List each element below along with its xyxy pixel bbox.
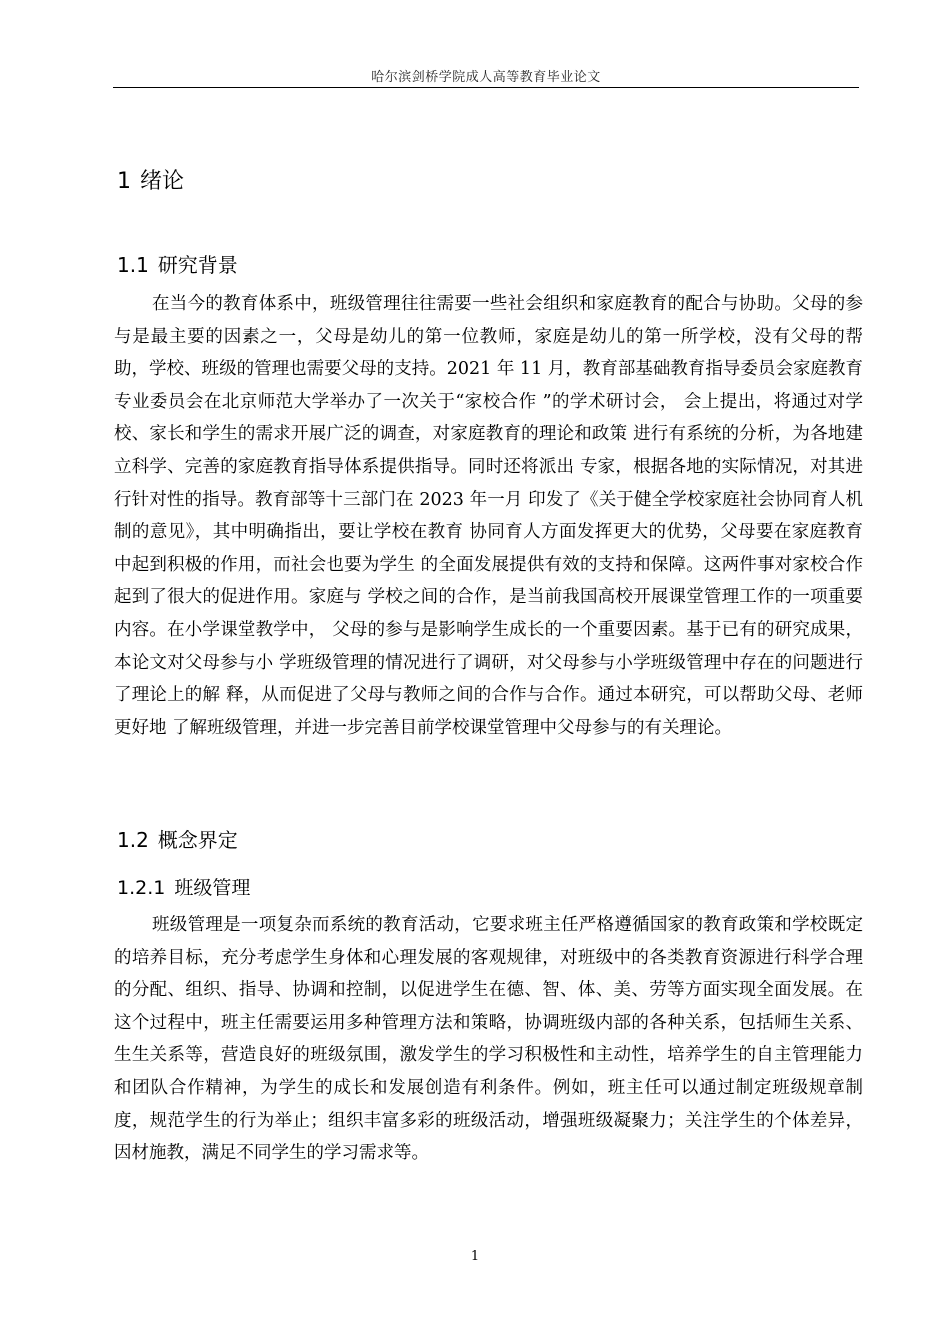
section-title: 概念界定 [157, 828, 238, 852]
paragraph-research-background: 在当今的教育体系中，班级管理往往需要一些社会组织和家庭教育的配合与协助。父母的参与是最主要的因素之一，父母是幼儿的第一位教师，家庭是幼儿的第一所学校，没有父母的帮助，学校、班级的管理也需要父母的支持。2021 年 11 月，教育部基础教育指导委员会家庭教育专业委员会在北京师范大学举办了一次关于“家校合作 ”的学术研讨会， 会上提出，将通过对学校、家长和学生的需求开展广泛的调查，对家庭教育的理论和政策 进行有系统的分析，为各地建立科学、完善的家庭教育指导体系提供指导。同时还将派出 专家，根据各地的实际情况，对其进行针对性的指导。教育部等十三部门在 2023 年一月 印发了《关于健全学校家庭社会协同育人机制的意见》，其中明确指出，要让学校在教育 协同育人方面发挥更大的优势，父母要在家庭教育中起到积极的作用，而社会也要为学生 的全面发展提供有效的支持和保障。这两件事对家校合作起到了很大的促进作用。家庭与 学校之间的合作，是当前我国高校开展课堂管理工作的一项重要内容。在小学课堂教学中， 父母的参与是影响学生成长的一个重要因素。基于已有的研究成果，本论文对父母参与小 学班级管理的情况进行了调研，对父母参与小学班级管理中存在的问题进行了理论上的解 释，从而促进了父母与教师之间的合作与合作。通过本研究，可以帮助父母、老师更好地 了解班级管理，并进一步完善目前学校课堂管理中父母参与的有关理论。 [114, 294, 863, 738]
section-title: 研究背景 [157, 253, 238, 277]
chapter-title: 绪论 [140, 169, 185, 194]
header-rule [113, 87, 859, 88]
section-number: 1.2 [117, 828, 149, 852]
chapter-heading [117, 164, 184, 195]
page-number: 1 [470, 1249, 480, 1264]
section-heading-1-2 [117, 824, 238, 853]
section-number: 1.1 [117, 253, 149, 277]
chapter-number: 1 [117, 169, 131, 194]
subsection-number: 1.2.1 [117, 877, 166, 899]
subsection-title: 班级管理 [174, 877, 251, 899]
section-heading-1-1 [117, 249, 238, 278]
paragraph-class-management: 班级管理是一项复杂而系统的教育活动，它要求班主任严格遵循国家的教育政策和学校既定的培养目标，充分考虑学生身体和心理发展的客观规律，对班级中的各类教育资源进行科学合理的分配、组织、指导、协调和控制，以促进学生在德、智、体、美、劳等方面实现全面发展。在这个过程中，班主任需要运用多种管理方法和策略，协调班级内部的各种关系，包括师生关系、生生关系等，营造良好的班级氛围，激发学生的学习积极性和主动性，培养学生的自主管理能力和团队合作精神，为学生的成长和发展创造有利条件。例如，班主任可以通过制定班级规章制度，规范学生的行为举止；组织丰富多彩的班级活动，增强班级凝聚力；关注学生的个体差异，因材施教，满足不同学生的学习需求等。 [114, 915, 863, 1164]
running-header: 哈尔滨剑桥学院成人高等教育毕业论文 [371, 70, 601, 85]
subsection-heading-1-2-1 [117, 873, 250, 900]
